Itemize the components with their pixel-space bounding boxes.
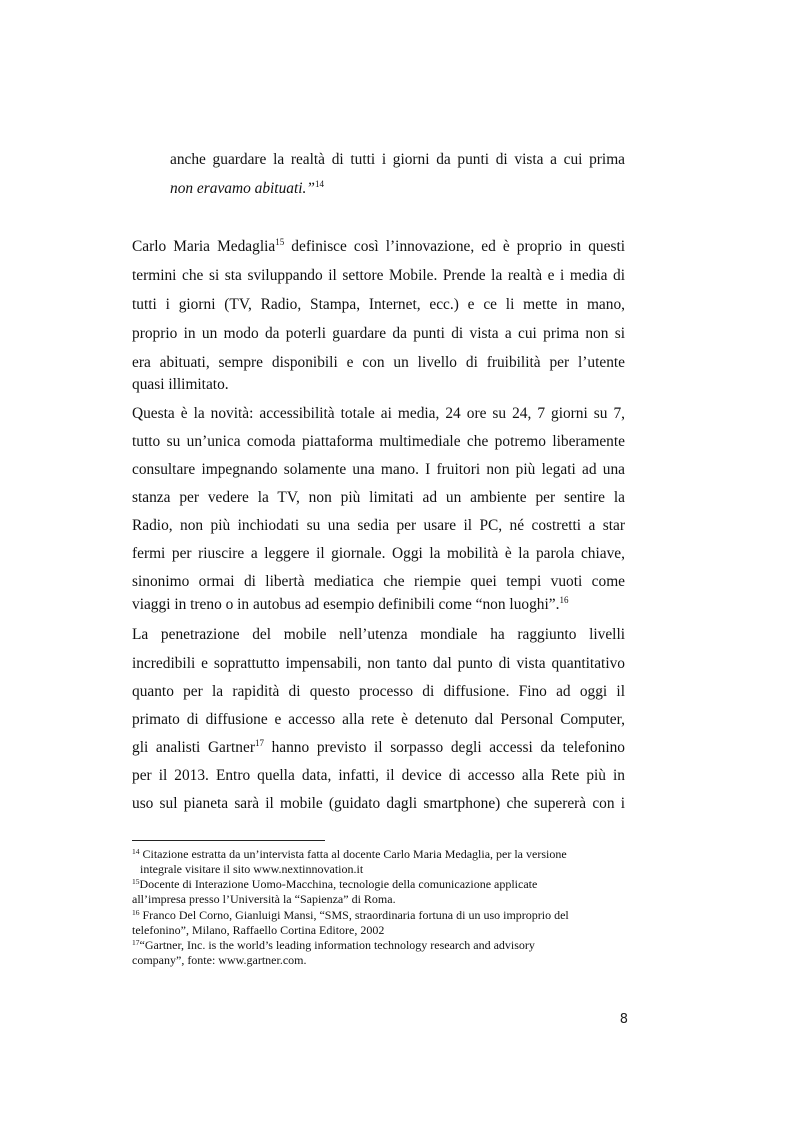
- footnote-ref-16: 16: [559, 595, 569, 605]
- footnote-14-line-1: [132, 847, 625, 863]
- para3-line-7: uso sul pianeta sarà il mobile (guidato dagli smartphone) che supererà con i: [132, 795, 625, 812]
- para1-line-6: quasi illimitato.: [132, 376, 229, 393]
- footnote-16-line-2: telefonino”, Milano, Raffaello Cortina Editore, 2002: [132, 923, 385, 937]
- para3-l5-text-a: gli analisti Gartner: [132, 739, 255, 756]
- quote-line-2: [170, 174, 625, 203]
- para3-l5-text-b: hanno previsto il sorpasso degli accessi da telefonino: [263, 739, 625, 756]
- para2-line-2: tutto su un’unica comoda piattaforma multimediale che potremo liberamente: [132, 433, 625, 450]
- footnote-16-line-1: [132, 908, 625, 924]
- para1-l1-text-b: definisce così l’innovazione, ed è proprio in questi: [284, 238, 625, 255]
- para2-line-6: fermi per riuscire a leggere il giornale. Oggi la mobilità è la parola chiave,: [132, 545, 625, 562]
- para2-line-1: Questa è la novità: accessibilità totale ai media, 24 ore su 24, 7 giorni su 7,: [132, 405, 625, 422]
- para2-line-3: consultare impegnando solamente una mano. I fruitori non più legati ad una: [132, 461, 625, 478]
- footnote-14-number: 14: [132, 847, 140, 856]
- footnote-ref-15: 15: [275, 237, 285, 247]
- para2-l8-text: viaggi in treno o in autobus ad esempio definibili come “non luoghi”.: [132, 596, 560, 613]
- footnote-17-line-1: [132, 938, 625, 954]
- para3-line-1: La penetrazione del mobile nell’utenza mondiale ha raggiunto livelli: [132, 626, 625, 643]
- footnote-17-number: 17: [132, 938, 140, 947]
- para2-line-5: Radio, non più inchiodati su una sedia per usare il PC, né costretti a star: [132, 517, 625, 534]
- para2-line-8: [132, 590, 625, 619]
- page-number: 8: [619, 1012, 628, 1027]
- para1-line-4: proprio in un modo da poterli guardare da punti di vista a cui prima non si: [132, 325, 625, 342]
- para1-line-5: era abituati, sempre disponibili e con un livello di fruibilità per l’utente: [132, 354, 625, 371]
- footnote-15-number: 15: [132, 877, 140, 886]
- footnote-14-text: Citazione estratta da un’intervista fatta al docente Carlo Maria Medaglia, per la versione: [139, 847, 567, 861]
- para3-line-3: quanto per la rapidità di questo processo di diffusione. Fino ad oggi il: [132, 683, 625, 700]
- footnote-separator: [132, 840, 325, 841]
- footnote-16-number: 16: [132, 908, 140, 917]
- para3-line-2: incredibili e soprattutto impensabili, non tanto dal punto di vista quantitativo: [132, 655, 625, 672]
- para2-line-4: stanza per vedere la TV, non più limitati ad un ambiente per sentire la: [132, 489, 625, 506]
- para3-line-4: primato di diffusione e accesso alla rete è detenuto dal Personal Computer,: [132, 711, 625, 728]
- footnote-16-text: Franco Del Corno, Gianluigi Mansi, “SMS, straordinaria fortuna di un uso improprio del: [139, 908, 569, 922]
- para1-l1-text-a: Carlo Maria Medaglia: [132, 238, 276, 255]
- para3-line-6: per il 2013. Entro quella data, infatti, il device di accesso alla Rete più in: [132, 767, 625, 784]
- footnote-17-text: “Gartner, Inc. is the world’s leading information technology research and advisory: [139, 938, 535, 952]
- footnote-17-line-2: company”, fonte: www.gartner.com.: [132, 953, 307, 967]
- para2-line-7: sinonimo ormai di libertà mediatica che riempie quei tempi vuoti come: [132, 573, 625, 590]
- para1-line-2: termini che si sta sviluppando il settore Mobile. Prende la realtà e i media di: [132, 267, 625, 284]
- footnote-15-line-2: all’impresa presso l’Università la “Sapienza” di Roma.: [132, 892, 396, 906]
- quote-line-1: anche guardare la realtà di tutti i giorni da punti di vista a cui prima: [170, 151, 625, 168]
- quote-italic-text: non eravamo abituati.”: [170, 180, 315, 197]
- para1-line-3: tutti i giorni (TV, Radio, Stampa, Internet, ecc.) e ce li mette in mano,: [132, 296, 625, 313]
- para1-line-1: [132, 232, 625, 261]
- footnote-15-line-1: [132, 877, 625, 893]
- footnote-ref-14: 14: [314, 179, 324, 189]
- footnote-15-text: Docente di Interazione Uomo-Macchina, tecnologie della comunicazione applicate: [139, 877, 538, 891]
- para3-line-5: [132, 733, 625, 762]
- footnote-14-line-2: integrale visitare il sito www.nextinnovation.it: [140, 862, 364, 876]
- footnote-ref-17: 17: [254, 738, 264, 748]
